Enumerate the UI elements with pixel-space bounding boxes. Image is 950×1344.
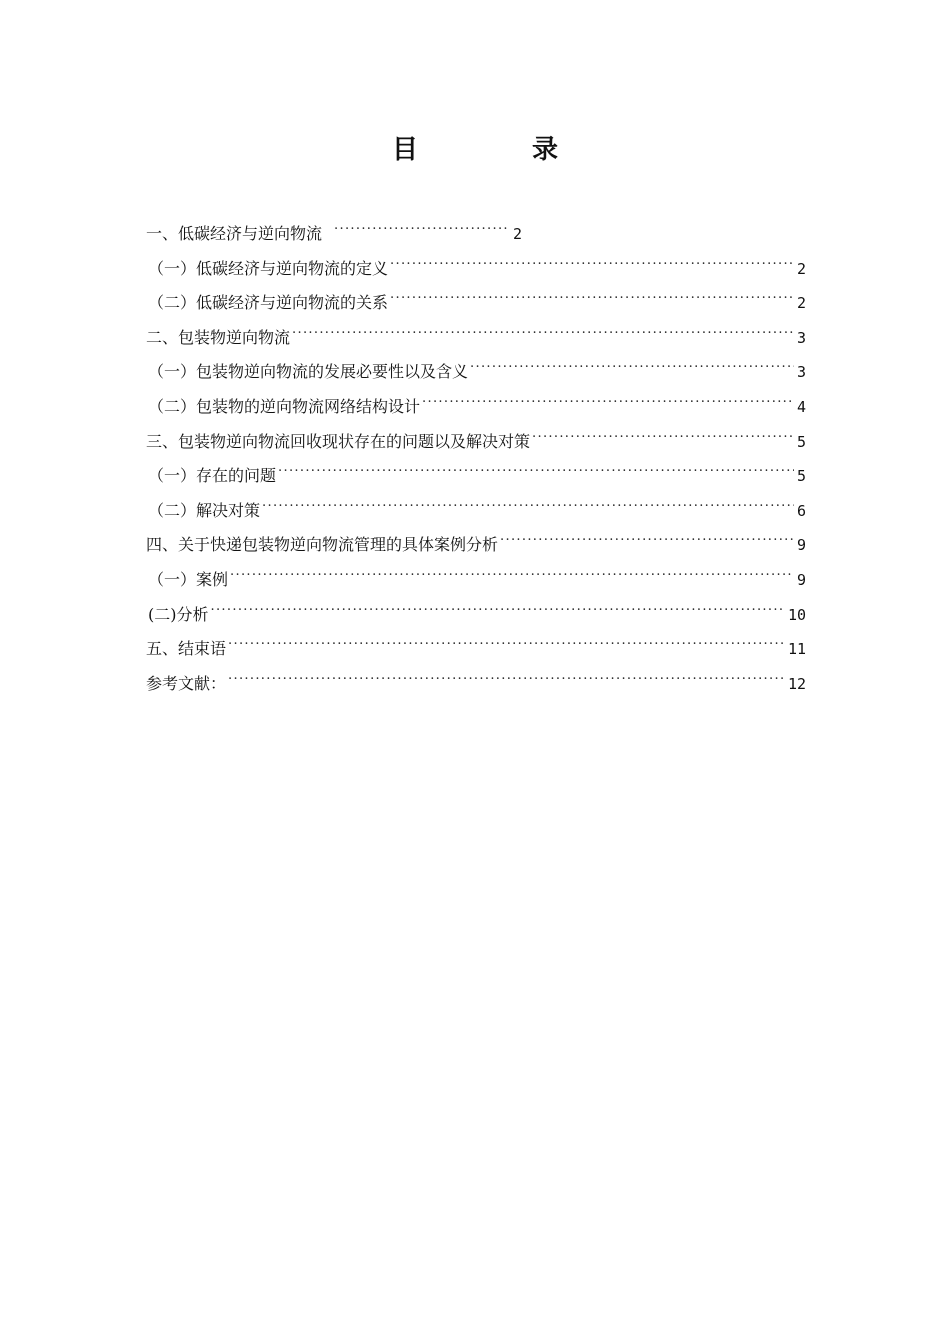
toc-entry-label: 一、低碳经济与逆向物流 — [146, 224, 323, 243]
toc-page-number: 5 — [796, 467, 806, 486]
toc-entry[interactable] — [146, 222, 806, 257]
toc-entry[interactable] — [146, 533, 806, 568]
toc-entry[interactable] — [146, 568, 806, 603]
toc-entry[interactable] — [146, 603, 806, 638]
toc-page-number: 2 — [796, 259, 806, 278]
toc-entry[interactable] — [146, 499, 806, 534]
toc-entry[interactable] — [146, 672, 806, 707]
toc-dot-leader — [228, 673, 785, 689]
toc-entry[interactable] — [146, 395, 806, 430]
toc-entry[interactable] — [146, 257, 806, 292]
toc-page-number: 9 — [796, 570, 806, 589]
toc-entry-label: 参考文献： — [146, 673, 227, 693]
toc-entry-label: (二)分析 — [148, 604, 209, 624]
toc-dot-leader — [228, 638, 785, 654]
toc-entry[interactable] — [146, 464, 806, 499]
toc-page-number: 6 — [796, 501, 806, 520]
toc-page-number: 2 — [513, 225, 523, 243]
toc-page-number: 4 — [796, 397, 806, 416]
toc-entry-label: （二）解决对策 — [148, 500, 261, 520]
toc-dot-leader — [292, 327, 794, 343]
toc-entry-label: （一）低碳经济与逆向物流的定义 — [148, 258, 389, 278]
toc-entry[interactable] — [146, 326, 806, 361]
toc-entry-label: （一）存在的问题 — [148, 466, 277, 486]
toc-entry[interactable] — [146, 360, 806, 395]
toc-dot-leader — [390, 258, 794, 274]
toc-entry-label: 四、关于快递包装物逆向物流管理的具体案例分析 — [146, 535, 499, 555]
toc-entry[interactable] — [146, 430, 806, 465]
toc-page-number: 9 — [796, 536, 806, 555]
toc-page-number: 3 — [796, 328, 806, 347]
toc-entry-label: （二）包装物的逆向物流网络结构设计 — [148, 396, 421, 416]
page-title: 目 录 — [391, 135, 602, 165]
toc-dot-leader — [390, 292, 794, 308]
toc-entry[interactable] — [146, 291, 806, 326]
toc-entry[interactable] — [146, 637, 806, 672]
toc-dot-leader — [334, 223, 510, 239]
toc-entry-label: （一）包装物逆向物流的发展必要性以及含义 — [148, 362, 469, 382]
toc-entry-label: 五、结束语 — [146, 639, 227, 659]
toc-dot-leader — [278, 465, 794, 481]
toc-page-number: 3 — [796, 363, 806, 382]
toc-dot-leader — [211, 604, 785, 620]
toc-dot-leader — [532, 431, 794, 447]
table-of-contents — [146, 222, 806, 706]
toc-entry-label: 三、包装物逆向物流回收现状存在的问题以及解决对策 — [146, 431, 531, 451]
toc-dot-leader — [470, 361, 794, 377]
toc-page-number: 5 — [796, 432, 806, 451]
toc-dot-leader — [422, 396, 794, 412]
toc-dot-leader — [262, 500, 794, 516]
toc-dot-leader — [230, 569, 794, 585]
toc-entry-label: （一）案例 — [148, 569, 229, 589]
toc-dot-leader — [500, 534, 794, 550]
toc-entry-label: 二、包装物逆向物流 — [146, 327, 291, 347]
toc-page-number: 2 — [796, 294, 806, 313]
toc-page-number: 11 — [787, 640, 806, 659]
toc-entry-label: （二）低碳经济与逆向物流的关系 — [148, 293, 389, 313]
toc-page-number: 10 — [787, 605, 806, 624]
toc-page-number: 12 — [787, 674, 806, 693]
